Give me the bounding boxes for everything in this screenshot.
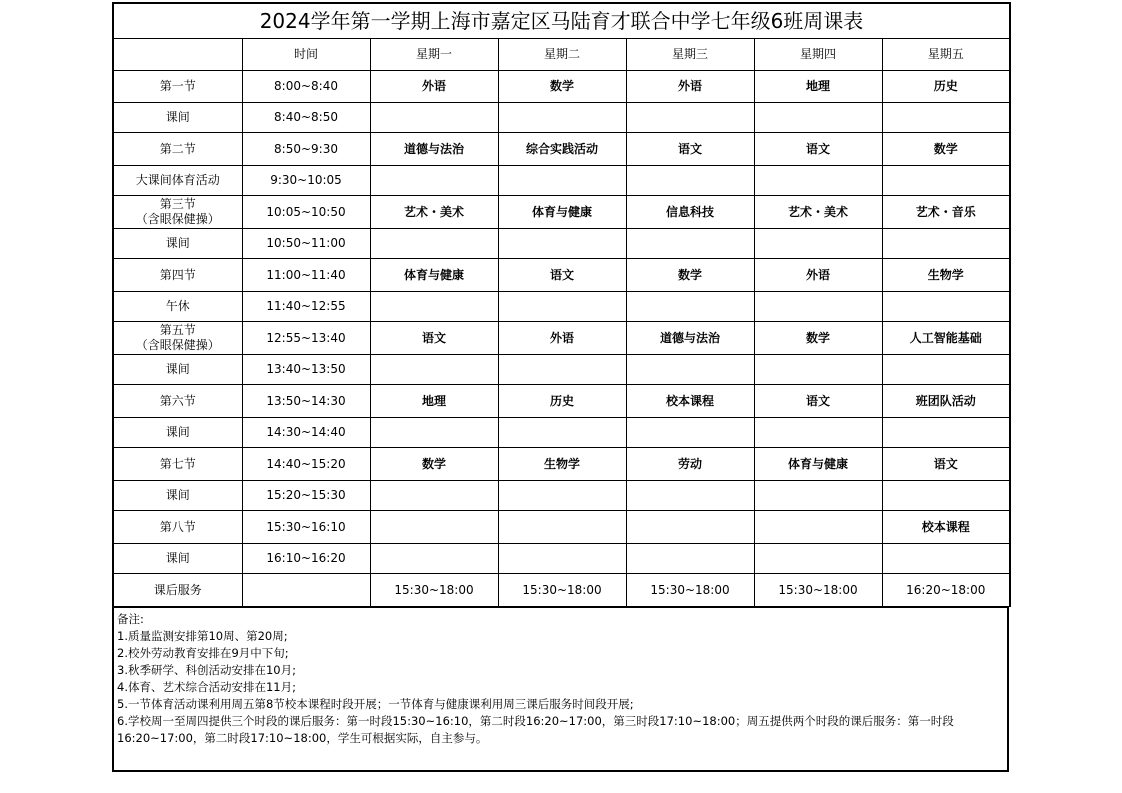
course-cell: 数学 <box>370 448 498 481</box>
period-name: 课间 <box>165 236 190 250</box>
course-cell <box>754 292 882 322</box>
timetable-row <box>113 481 1010 511</box>
course-cell <box>498 511 626 544</box>
header-row <box>113 39 1010 71</box>
service-cell: 15:30~18:00 <box>370 574 498 607</box>
period-time: 11:00~11:40 <box>242 259 370 292</box>
course-cell: 体育与健康 <box>498 196 626 229</box>
period-time: 13:50~14:30 <box>242 385 370 418</box>
service-time <box>242 574 370 607</box>
course-cell <box>754 481 882 511</box>
course-cell <box>882 355 1010 385</box>
service-row <box>113 574 1010 607</box>
notes-heading: 备注: <box>117 612 144 626</box>
course-cell <box>498 481 626 511</box>
period-time: 9:30~10:05 <box>242 166 370 196</box>
course-cell <box>882 418 1010 448</box>
period-name: 第三节 <box>159 197 196 211</box>
header-cell: 星期二 <box>498 39 626 71</box>
course-cell <box>754 418 882 448</box>
period-name: 第八节 <box>159 519 196 534</box>
period-label <box>113 322 242 355</box>
course-cell: 数学 <box>626 259 754 292</box>
period-time: 14:40~15:20 <box>242 448 370 481</box>
period-name: 第五节 <box>159 323 196 337</box>
course-cell <box>370 229 498 259</box>
course-cell: 地理 <box>370 385 498 418</box>
period-label <box>113 355 242 385</box>
timetable-row <box>113 196 1010 229</box>
course-cell <box>626 481 754 511</box>
course-cell: 外语 <box>626 71 754 103</box>
course-cell <box>370 511 498 544</box>
course-cell <box>882 544 1010 574</box>
period-name: 课间 <box>165 488 190 502</box>
course-cell: 外语 <box>498 322 626 355</box>
service-label: 课后服务 <box>113 574 242 607</box>
course-cell <box>882 166 1010 196</box>
course-cell: 数学 <box>754 322 882 355</box>
course-cell <box>498 292 626 322</box>
period-time: 8:50~9:30 <box>242 133 370 166</box>
course-cell: 艺术・美术 <box>754 196 882 229</box>
period-label <box>113 292 242 322</box>
timetable-row <box>113 292 1010 322</box>
period-label <box>113 196 242 229</box>
notes-box <box>112 607 1009 772</box>
timetable-row <box>113 229 1010 259</box>
period-name: 课间 <box>165 362 190 376</box>
course-cell: 语文 <box>882 448 1010 481</box>
period-note: （含眼保健操） <box>135 338 220 352</box>
course-cell <box>498 355 626 385</box>
period-label <box>113 418 242 448</box>
course-cell <box>882 229 1010 259</box>
course-cell <box>626 292 754 322</box>
period-name: 课间 <box>165 110 190 124</box>
course-cell: 历史 <box>498 385 626 418</box>
header-cell: 星期三 <box>626 39 754 71</box>
period-time: 15:30~16:10 <box>242 511 370 544</box>
course-cell <box>370 544 498 574</box>
timetable-row <box>113 71 1010 103</box>
period-time: 8:00~8:40 <box>242 71 370 103</box>
timetable-row <box>113 166 1010 196</box>
course-cell <box>498 166 626 196</box>
course-cell: 劳动 <box>626 448 754 481</box>
timetable <box>112 2 1011 607</box>
course-cell: 语文 <box>754 385 882 418</box>
header-cell: 星期一 <box>370 39 498 71</box>
period-name: 第七节 <box>159 456 196 471</box>
note-line: 1.质量监测安排第10周、第20周; <box>117 629 288 643</box>
period-note: （含眼保健操） <box>135 212 220 226</box>
header-cell: 时间 <box>242 39 370 71</box>
header-cell: 星期五 <box>882 39 1010 71</box>
course-cell: 语文 <box>370 322 498 355</box>
course-cell <box>626 166 754 196</box>
course-cell <box>754 355 882 385</box>
course-cell: 体育与健康 <box>370 259 498 292</box>
note-line: 6.学校周一至周四提供三个时段的课后服务：第一时段15:30~16:10，第二时段16:20~17:00，第三时段17:10~18:00；周五提供两个时段的课后服务：第一时段16:20~17:00，第二时段17:10~18:00，学生可根据实际，自主参与。 <box>117 714 954 745</box>
period-time: 11:40~12:55 <box>242 292 370 322</box>
period-time: 16:10~16:20 <box>242 544 370 574</box>
period-label <box>113 166 242 196</box>
period-label <box>113 481 242 511</box>
period-time: 8:40~8:50 <box>242 103 370 133</box>
course-cell: 班团队活动 <box>882 385 1010 418</box>
header-cell <box>113 39 242 71</box>
course-cell <box>626 103 754 133</box>
service-cell: 16:20~18:00 <box>882 574 1010 607</box>
period-label <box>113 511 242 544</box>
timetable-row <box>113 322 1010 355</box>
service-cell: 15:30~18:00 <box>754 574 882 607</box>
course-cell <box>882 292 1010 322</box>
course-cell: 校本课程 <box>626 385 754 418</box>
course-cell <box>754 229 882 259</box>
course-cell: 历史 <box>882 71 1010 103</box>
course-cell <box>498 418 626 448</box>
period-label <box>113 448 242 481</box>
period-time: 12:55~13:40 <box>242 322 370 355</box>
course-cell <box>754 511 882 544</box>
course-cell: 艺术・音乐 <box>882 196 1010 229</box>
course-cell <box>370 292 498 322</box>
timetable-row <box>113 448 1010 481</box>
course-cell <box>626 418 754 448</box>
course-cell: 校本课程 <box>882 511 1010 544</box>
period-time: 14:30~14:40 <box>242 418 370 448</box>
course-cell <box>754 544 882 574</box>
course-cell <box>370 355 498 385</box>
period-name: 第一节 <box>159 79 196 93</box>
timetable-sheet <box>112 2 1009 772</box>
course-cell: 体育与健康 <box>754 448 882 481</box>
period-name: 第二节 <box>159 141 196 156</box>
course-cell: 地理 <box>754 71 882 103</box>
course-cell <box>882 103 1010 133</box>
course-cell: 数学 <box>882 133 1010 166</box>
timetable-row <box>113 133 1010 166</box>
timetable-row <box>113 103 1010 133</box>
timetable-row <box>113 544 1010 574</box>
course-cell <box>498 103 626 133</box>
course-cell: 综合实践活动 <box>498 133 626 166</box>
period-name: 午休 <box>165 299 190 313</box>
timetable-row <box>113 385 1010 418</box>
course-cell <box>498 544 626 574</box>
course-cell <box>626 229 754 259</box>
page-title: 2024学年第一学期上海市嘉定区马陆育才联合中学七年级6班周课表 <box>113 3 1010 39</box>
period-name: 课间 <box>165 425 190 439</box>
note-line: 3.秋季研学、科创活动安排在10月; <box>117 663 296 677</box>
course-cell <box>498 229 626 259</box>
period-label <box>113 103 242 133</box>
period-name: 第四节 <box>159 267 196 282</box>
course-cell: 人工智能基础 <box>882 322 1010 355</box>
course-cell <box>626 511 754 544</box>
course-cell <box>754 166 882 196</box>
note-line: 5.一节体育活动课利用周五第8节校本课程时段开展；一节体育与健康课利用周三课后服务时间段开展; <box>117 697 634 711</box>
course-cell: 信息科技 <box>626 196 754 229</box>
period-name: 大课间体育活动 <box>135 173 220 187</box>
course-cell <box>754 103 882 133</box>
service-cell: 15:30~18:00 <box>626 574 754 607</box>
period-time: 13:40~13:50 <box>242 355 370 385</box>
timetable-row <box>113 355 1010 385</box>
period-time: 10:50~11:00 <box>242 229 370 259</box>
course-cell: 道德与法治 <box>626 322 754 355</box>
period-label <box>113 133 242 166</box>
course-cell <box>370 166 498 196</box>
period-label <box>113 385 242 418</box>
period-name: 第六节 <box>159 393 196 408</box>
course-cell: 道德与法治 <box>370 133 498 166</box>
course-cell: 语文 <box>498 259 626 292</box>
header-cell: 星期四 <box>754 39 882 71</box>
period-label <box>113 259 242 292</box>
course-cell: 数学 <box>498 71 626 103</box>
period-time: 15:20~15:30 <box>242 481 370 511</box>
timetable-row <box>113 418 1010 448</box>
course-cell: 语文 <box>754 133 882 166</box>
course-cell: 生物学 <box>498 448 626 481</box>
course-cell: 生物学 <box>882 259 1010 292</box>
course-cell <box>370 103 498 133</box>
course-cell: 艺术・美术 <box>370 196 498 229</box>
period-time: 10:05~10:50 <box>242 196 370 229</box>
course-cell <box>626 544 754 574</box>
note-line: 4.体育、艺术综合活动安排在11月; <box>117 680 296 694</box>
service-cell: 15:30~18:00 <box>498 574 626 607</box>
course-cell: 语文 <box>626 133 754 166</box>
period-label <box>113 544 242 574</box>
course-cell <box>370 481 498 511</box>
period-label <box>113 229 242 259</box>
course-cell <box>370 418 498 448</box>
course-cell <box>882 481 1010 511</box>
course-cell: 外语 <box>370 71 498 103</box>
course-cell <box>626 355 754 385</box>
period-label <box>113 71 242 103</box>
timetable-row <box>113 259 1010 292</box>
course-cell: 外语 <box>754 259 882 292</box>
timetable-row <box>113 511 1010 544</box>
note-line: 2.校外劳动教育安排在9月中下旬; <box>117 646 289 660</box>
period-name: 课间 <box>165 551 190 565</box>
